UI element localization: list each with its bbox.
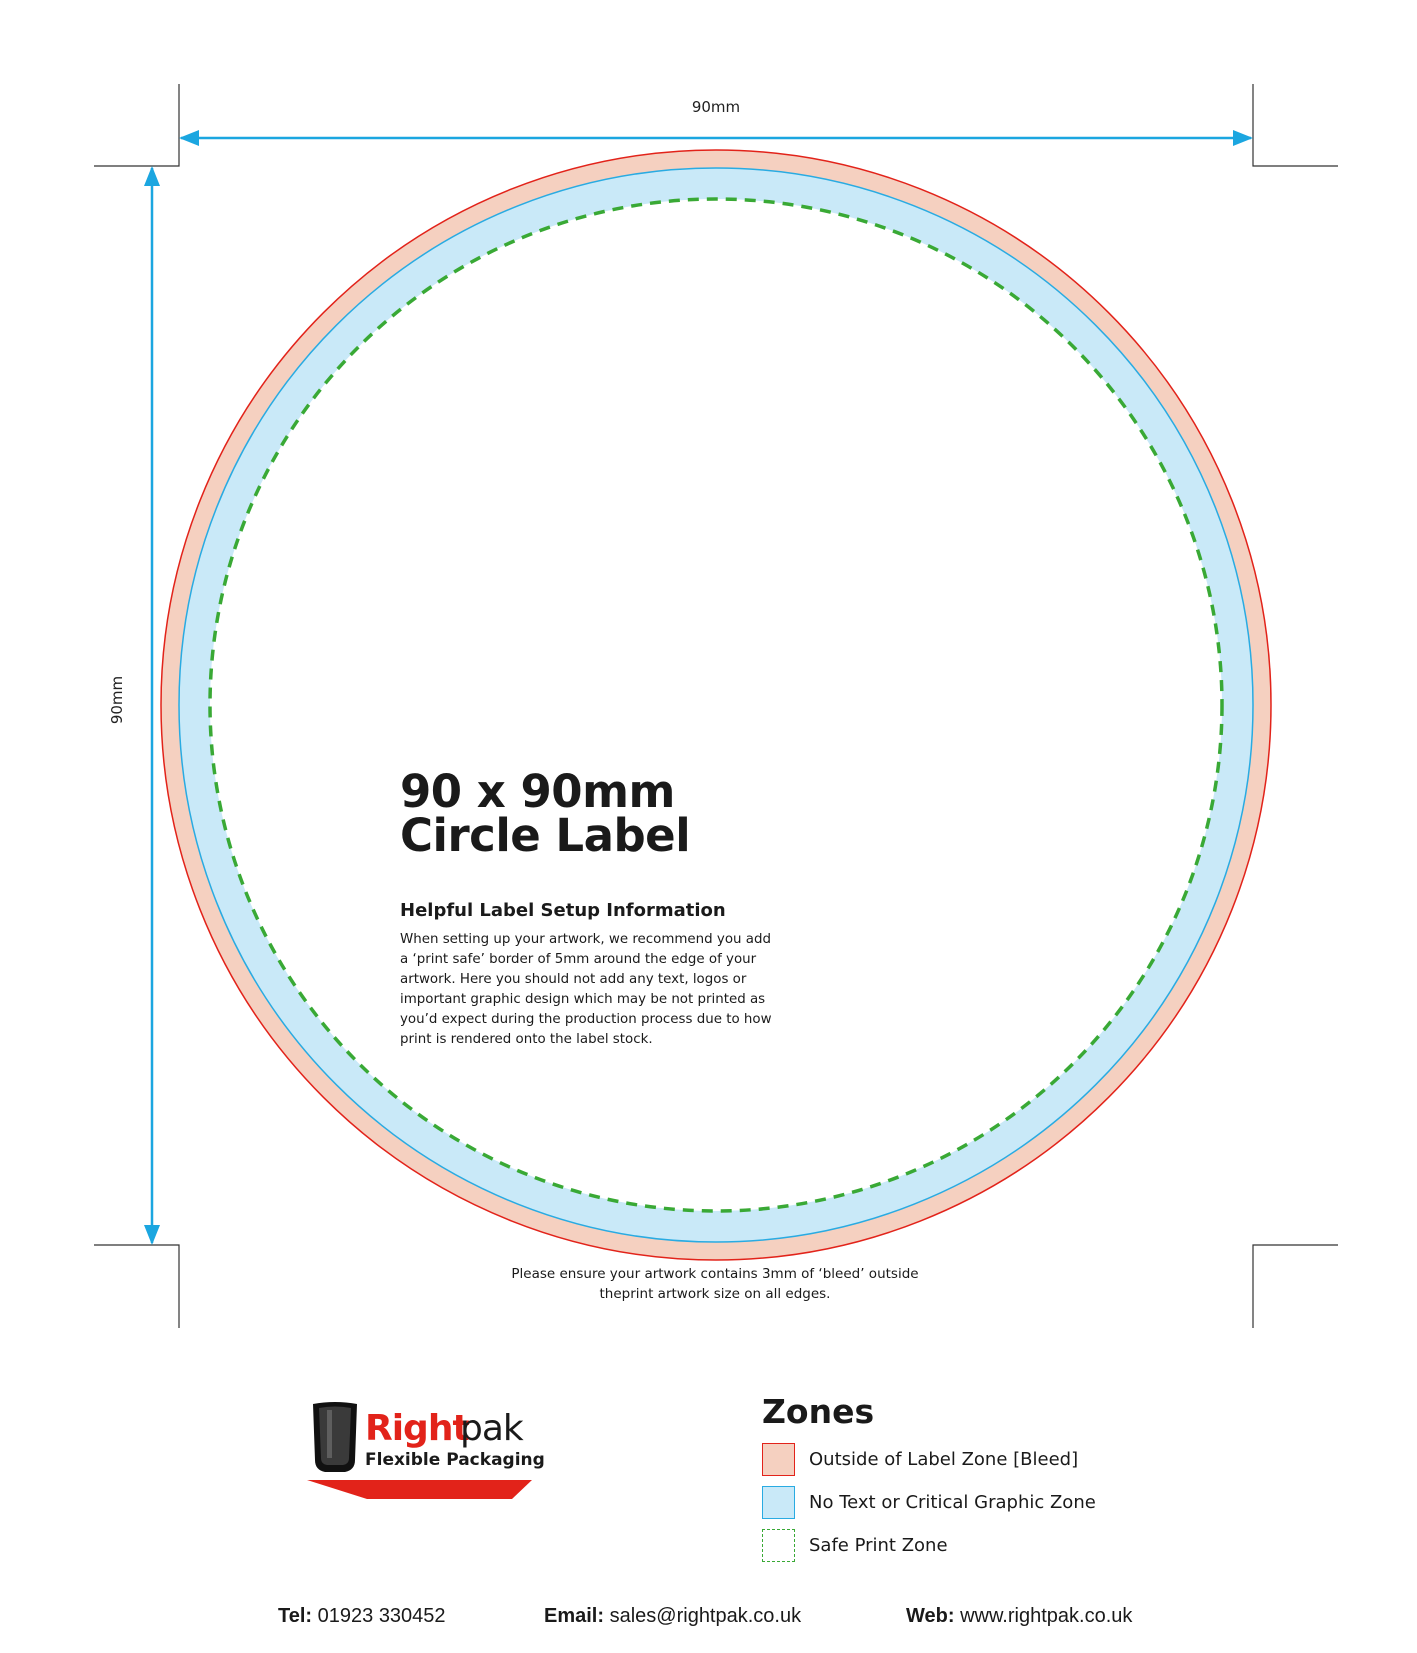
contact-tel	[278, 1605, 446, 1628]
crop-mark-bottom-right	[1253, 1245, 1338, 1328]
bleed-note-line-2: theprint artwork size on all edges.	[599, 1286, 831, 1302]
label-title-line-2: Circle Label	[400, 809, 691, 862]
no-text-swatch	[762, 1486, 795, 1519]
label-title	[400, 765, 820, 862]
tel-value: 01923 330452	[317, 1605, 446, 1627]
info-heading: Helpful Label Setup Information	[400, 900, 726, 921]
rightpak-logo	[305, 1400, 550, 1500]
height-dimension-label: 90mm	[108, 675, 126, 725]
label-title-line-1: 90 x 90mm	[400, 765, 675, 818]
width-dimension-label: 90mm	[691, 98, 741, 116]
info-line: print is rendered onto the label stock.	[400, 1032, 653, 1047]
zone-label: No Text or Critical Graphic Zone	[809, 1491, 1096, 1513]
info-line: When setting up your artwork, we recommend you add	[400, 932, 771, 947]
zone-legend-bleed	[762, 1442, 1078, 1476]
crop-mark-top-left	[94, 84, 179, 166]
zone-label: Outside of Label Zone [Bleed]	[809, 1448, 1079, 1470]
info-line: a ‘print safe’ border of 5mm around the edge of your	[400, 952, 757, 967]
tel-label: Tel:	[278, 1605, 313, 1627]
safe-print-zone-circle	[210, 199, 1222, 1211]
web-label: Web:	[906, 1605, 955, 1627]
bleed-note-line-1: Please ensure your artwork contains 3mm of ‘bleed’ outside	[511, 1266, 919, 1282]
logo-tagline: Flexible Packaging	[365, 1450, 545, 1470]
crop-mark-top-right	[1253, 84, 1338, 166]
crop-mark-bottom-left	[94, 1245, 179, 1328]
logo-swoosh	[307, 1478, 532, 1500]
zone-legend-no-text	[762, 1485, 1096, 1519]
web-value[interactable]: www.rightpak.co.uk	[960, 1605, 1133, 1627]
info-line: you’d expect during the production process due to how	[400, 1012, 772, 1027]
contact-web[interactable]	[906, 1605, 1132, 1628]
info-line: important graphic design which may be not printed as	[400, 992, 766, 1007]
email-value[interactable]: sales@rightpak.co.uk	[609, 1605, 802, 1627]
info-line: artwork. Here you should not add any text, logos or	[400, 972, 747, 987]
logo-word-right: Right	[365, 1408, 469, 1449]
bleed-note	[470, 1264, 960, 1304]
safe-print-swatch	[762, 1529, 795, 1562]
zone-legend-safe-print	[762, 1528, 948, 1562]
zone-label: Safe Print Zone	[809, 1534, 948, 1556]
email-label: Email:	[544, 1605, 605, 1627]
zones-title: Zones	[762, 1392, 875, 1431]
bleed-swatch	[762, 1443, 795, 1476]
logo-word-pak: pak	[460, 1408, 523, 1449]
contact-email[interactable]	[544, 1605, 801, 1628]
pouch-icon	[309, 1400, 361, 1480]
info-body	[400, 930, 790, 1050]
